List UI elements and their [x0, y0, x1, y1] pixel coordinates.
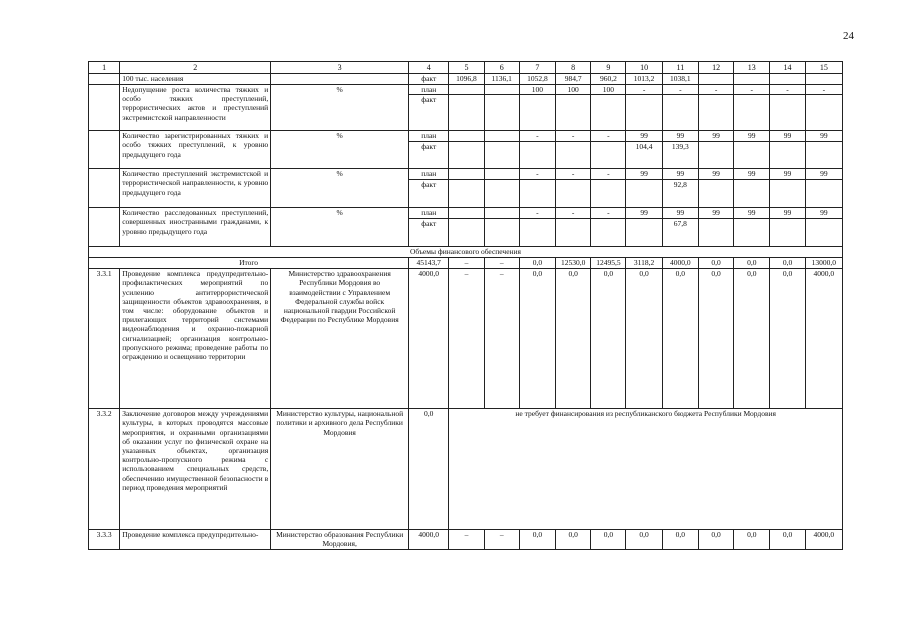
cell	[519, 95, 555, 131]
cell	[556, 180, 591, 208]
page-number: 24	[843, 30, 854, 42]
col-num: 3	[271, 62, 409, 74]
cell	[734, 74, 770, 85]
item-number: 3.3.2	[89, 409, 120, 530]
cell: 99	[734, 131, 770, 142]
cell: -	[591, 169, 626, 180]
cell	[591, 219, 626, 247]
cell: 99	[662, 208, 698, 219]
cell: -	[734, 85, 770, 95]
cell: 1038,1	[662, 74, 698, 85]
cell: 0,0	[770, 269, 805, 409]
item-number: 3.3.3	[89, 530, 120, 550]
cell: 1096,8	[449, 74, 484, 85]
cell	[734, 219, 770, 247]
cell: 99	[734, 169, 770, 180]
cell: 45143,7	[409, 258, 449, 269]
cell	[698, 180, 733, 208]
cell: 100	[556, 85, 591, 95]
cell: 0,0	[626, 530, 662, 550]
cell	[484, 180, 519, 208]
cell: 0,0	[519, 530, 555, 550]
cell	[449, 169, 484, 180]
cell: 0,0	[556, 530, 591, 550]
indicator-name: Недопущение роста количества тяжких и особо тяжких преступлений, террористических актов и преступлений экстремистской направленности	[120, 85, 271, 131]
cell	[734, 180, 770, 208]
cell: 0,0	[556, 269, 591, 409]
cell: 0,0	[409, 409, 449, 530]
cell: 99	[698, 131, 733, 142]
cell	[591, 95, 626, 131]
cell: 0,0	[698, 269, 733, 409]
col-num: 4	[409, 62, 449, 74]
cell	[805, 74, 842, 85]
cell	[734, 95, 770, 131]
cell: -	[591, 208, 626, 219]
cell: 99	[805, 131, 842, 142]
cell: 99	[734, 208, 770, 219]
cell	[805, 95, 842, 131]
cell	[556, 95, 591, 131]
cell: 99	[626, 208, 662, 219]
cell: 0,0	[734, 258, 770, 269]
section-title: Объемы финансового обеспечения	[89, 247, 843, 258]
cell: -	[805, 85, 842, 95]
cell: 0,0	[662, 269, 698, 409]
cell: -	[662, 85, 698, 95]
col-num: 10	[626, 62, 662, 74]
indicator-name: Количество расследованных преступлений, совершенных иностранными гражданами, к уровню предыдущего года	[120, 208, 271, 247]
cell: 0,0	[770, 530, 805, 550]
funding-note: не требует финансирования из республиканского бюджета Республики Мордовия	[449, 409, 843, 530]
value-type: план	[409, 208, 449, 219]
cell	[626, 180, 662, 208]
measure-name: Проведение комплекса предупредительно-	[120, 530, 271, 550]
cell	[556, 142, 591, 169]
col-num: 2	[120, 62, 271, 74]
cell: 99	[626, 131, 662, 142]
cell	[698, 95, 733, 131]
cell: 3118,2	[626, 258, 662, 269]
table-row	[89, 131, 843, 142]
cell: 0,0	[734, 530, 770, 550]
cell: –	[484, 269, 519, 409]
cell: -	[519, 169, 555, 180]
cell	[449, 142, 484, 169]
cell: –	[484, 530, 519, 550]
cell: 984,7	[556, 74, 591, 85]
value-type: план	[409, 169, 449, 180]
program-table	[88, 61, 843, 550]
cell: -	[591, 131, 626, 142]
unit: %	[271, 131, 409, 169]
cell	[805, 180, 842, 208]
cell	[556, 219, 591, 247]
total-label: Итого	[89, 258, 409, 269]
cell	[770, 95, 805, 131]
cell: 99	[662, 131, 698, 142]
value-type: факт	[409, 142, 449, 169]
cell: -	[519, 131, 555, 142]
unit: %	[271, 85, 409, 131]
cell	[519, 142, 555, 169]
executor: Министерство культуры, национальной политики и архивного дела Республики Мордовия	[271, 409, 409, 530]
cell: 0,0	[662, 530, 698, 550]
col-num: 7	[519, 62, 555, 74]
cell: 99	[698, 169, 733, 180]
cell: 4000,0	[805, 269, 842, 409]
cell: 104,4	[626, 142, 662, 169]
cell	[449, 131, 484, 142]
cell: 0,0	[698, 530, 733, 550]
executor: Министерство здравоохранения Республики Мордовия во взаимодействии с Управлением Федеральной службы войск национальной гвардии Российской Федерации по Республике Мордовия	[271, 269, 409, 409]
cell: 99	[770, 131, 805, 142]
cell: 100	[591, 85, 626, 95]
cell: 100	[519, 85, 555, 95]
executor: Министерство образования Республики Мордовия,	[271, 530, 409, 550]
cell	[698, 142, 733, 169]
cell: 99	[770, 208, 805, 219]
col-num: 6	[484, 62, 519, 74]
value-type: факт	[409, 219, 449, 247]
cell	[484, 85, 519, 95]
cell: -	[519, 208, 555, 219]
cell	[626, 95, 662, 131]
cell	[662, 95, 698, 131]
measure-name: Проведение комплекса предупредительно-профилактических мероприятий по усилению антитеррористической защищенности объектов здравоохранения, в том числе: оборудование объектов и прилегающих территорий системами видеонаблюдения и охранно-пожарной сигнализацией; организация контрольно-пропускного режима; проведение работы по ограждению и освещению территории	[120, 269, 271, 409]
cell: 99	[662, 169, 698, 180]
cell	[591, 180, 626, 208]
cell	[770, 219, 805, 247]
cell: 99	[805, 208, 842, 219]
cell	[484, 208, 519, 219]
cell	[698, 74, 733, 85]
col-num: 13	[734, 62, 770, 74]
unit: %	[271, 208, 409, 247]
item-number: 3.3.1	[89, 269, 120, 409]
indicator-name: Количество преступлений экстремистской и террористической направленности, к уровню предыдущего года	[120, 169, 271, 208]
cell: 92,8	[662, 180, 698, 208]
value-type: факт	[409, 180, 449, 208]
cell: –	[449, 269, 484, 409]
col-num: 5	[449, 62, 484, 74]
cell	[484, 169, 519, 180]
cell: 0,0	[591, 530, 626, 550]
value-type: план	[409, 85, 449, 95]
cell	[449, 208, 484, 219]
cell: 0,0	[734, 269, 770, 409]
cell	[698, 219, 733, 247]
value-type: план	[409, 131, 449, 142]
cell: -	[556, 208, 591, 219]
cell: –	[449, 258, 484, 269]
cell: 0,0	[591, 269, 626, 409]
cell: 0,0	[519, 258, 555, 269]
table-row	[89, 269, 843, 409]
cell	[770, 180, 805, 208]
cell: –	[484, 258, 519, 269]
cell	[484, 219, 519, 247]
cell: 4000,0	[662, 258, 698, 269]
col-num: 8	[556, 62, 591, 74]
cell: 13000,0	[805, 258, 842, 269]
cell	[519, 180, 555, 208]
cell: 4000,0	[805, 530, 842, 550]
indicator-name: Количество зарегистрированных тяжких и особо тяжких преступлений, к уровню предыдущего года	[120, 131, 271, 169]
cell: 0,0	[519, 269, 555, 409]
value-type: факт	[409, 74, 449, 85]
col-num: 9	[591, 62, 626, 74]
measure-name: Заключение договоров между учреждениями культуры, в которых проводятся массовые мероприятия, и охранными организациями об оказании услуг по физической охране на указанных объектах, организация контрольно-пропускного режима с использованием специальных средств, обеспечению имущественной безопасности в период проведения мероприятий	[120, 409, 271, 530]
cell: 1052,8	[519, 74, 555, 85]
cell: 67,8	[662, 219, 698, 247]
cell: 1136,1	[484, 74, 519, 85]
value-type: факт	[409, 95, 449, 131]
col-num: 12	[698, 62, 733, 74]
cell	[484, 95, 519, 131]
unit: %	[271, 169, 409, 208]
cell	[591, 142, 626, 169]
col-num: 1	[89, 62, 120, 74]
cell	[626, 219, 662, 247]
cell	[770, 74, 805, 85]
table-row	[89, 169, 843, 180]
table-row	[89, 74, 843, 85]
cell	[449, 85, 484, 95]
cell: 4000,0	[409, 530, 449, 550]
cell	[484, 142, 519, 169]
cell: 139,3	[662, 142, 698, 169]
cell: 0,0	[626, 269, 662, 409]
cell: –	[449, 530, 484, 550]
cell: 0,0	[770, 258, 805, 269]
cell	[805, 219, 842, 247]
cell	[449, 180, 484, 208]
cell: 1013,2	[626, 74, 662, 85]
col-num: 15	[805, 62, 842, 74]
col-num: 14	[770, 62, 805, 74]
cell: 960,2	[591, 74, 626, 85]
section-row	[89, 247, 843, 258]
cell: 99	[770, 169, 805, 180]
cell	[734, 142, 770, 169]
cell: -	[698, 85, 733, 95]
cell	[519, 219, 555, 247]
cell: -	[626, 85, 662, 95]
total-row	[89, 258, 843, 269]
cell: 0,0	[698, 258, 733, 269]
cell: 12530,0	[556, 258, 591, 269]
table-row	[89, 530, 843, 550]
column-number-row	[89, 62, 843, 74]
cell	[770, 142, 805, 169]
table-row	[89, 208, 843, 219]
cell	[449, 95, 484, 131]
cell: -	[556, 169, 591, 180]
cell	[484, 131, 519, 142]
cell	[449, 219, 484, 247]
cell: 99	[805, 169, 842, 180]
cell: -	[770, 85, 805, 95]
cell: 4000,0	[409, 269, 449, 409]
col-num: 11	[662, 62, 698, 74]
cell: 12495,5	[591, 258, 626, 269]
cell: 99	[698, 208, 733, 219]
indicator-name: 100 тыс. населения	[120, 74, 271, 85]
table-row	[89, 409, 843, 530]
cell: 99	[626, 169, 662, 180]
cell: -	[556, 131, 591, 142]
table-row	[89, 85, 843, 95]
cell	[805, 142, 842, 169]
